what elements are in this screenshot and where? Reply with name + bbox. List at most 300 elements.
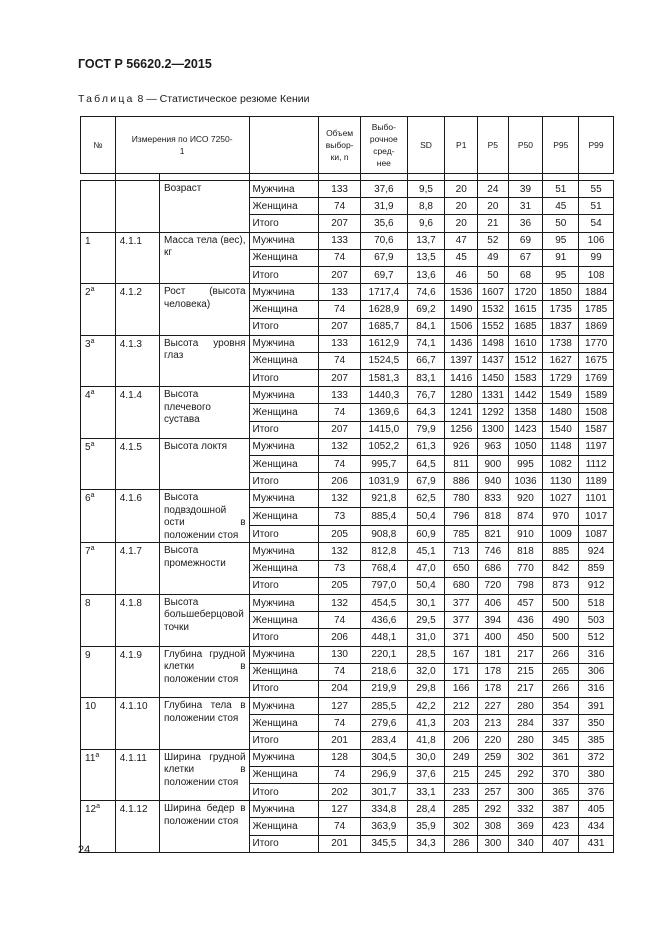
group-cell: Женщина [249, 404, 319, 421]
p95-cell: 490 [543, 612, 579, 629]
p99-cell: 1017 [579, 508, 614, 526]
measure-number [81, 335, 116, 387]
table-row [81, 801, 614, 818]
measure-label: Ширина бедер в положении стоя [159, 801, 249, 853]
p99-cell: 924 [579, 543, 614, 560]
sd-cell: 33,1 [407, 784, 445, 801]
sample-size-cell: 73 [319, 508, 361, 526]
p95-cell: 50 [543, 215, 579, 232]
sample-size-cell: 204 [319, 680, 361, 697]
sample-size-cell: 74 [319, 352, 361, 369]
spacer-cell [508, 174, 543, 181]
sample-size-cell: 74 [319, 198, 361, 215]
p1-cell: 713 [445, 543, 478, 560]
p99-cell: 405 [579, 801, 614, 818]
p1-cell: 203 [445, 715, 478, 732]
group-cell: Мужчина [249, 698, 319, 715]
group-cell: Итого [249, 629, 319, 646]
p5-cell: 257 [478, 784, 509, 801]
group-cell: Мужчина [249, 543, 319, 560]
p95-cell: 970 [543, 508, 579, 526]
p5-cell: 227 [478, 698, 509, 715]
group-cell: Итого [249, 318, 319, 335]
group-cell: Итого [249, 577, 319, 594]
group-cell: Мужчина [249, 335, 319, 352]
p50-cell: 340 [508, 835, 543, 852]
p1-cell: 680 [445, 577, 478, 594]
p99-cell: 376 [579, 784, 614, 801]
group-cell: Мужчина [249, 801, 319, 818]
p99-cell: 380 [579, 766, 614, 783]
p95-cell: 500 [543, 629, 579, 646]
spacer-cell [478, 174, 509, 181]
p1-cell: 215 [445, 766, 478, 783]
p5-cell: 1300 [478, 421, 509, 438]
p99-cell: 912 [579, 577, 614, 594]
mean-cell: 279,6 [361, 715, 407, 732]
mean-cell: 67,9 [361, 249, 407, 266]
p5-cell: 963 [478, 438, 509, 455]
group-cell: Женщина [249, 766, 319, 783]
mean-cell: 220,1 [361, 646, 407, 663]
p50-cell: 1615 [508, 301, 543, 318]
p99-cell: 859 [579, 560, 614, 577]
measure-number-text: 2 [85, 287, 91, 299]
p95-cell: 1729 [543, 370, 579, 387]
p50-cell: 1720 [508, 284, 543, 301]
p99-cell: 431 [579, 835, 614, 852]
p95-cell: 361 [543, 749, 579, 766]
sample-size-cell: 74 [319, 715, 361, 732]
measure-number [81, 232, 116, 284]
col-header-group [249, 117, 319, 174]
p50-cell: 302 [508, 749, 543, 766]
p1-cell: 1280 [445, 387, 478, 404]
p1-cell: 377 [445, 612, 478, 629]
sample-size-cell: 207 [319, 266, 361, 283]
table-row [81, 438, 614, 455]
p1-cell: 46 [445, 266, 478, 283]
sd-cell: 29,8 [407, 680, 445, 697]
col-header-p50: P50 [508, 117, 543, 174]
p1-cell: 371 [445, 629, 478, 646]
p95-cell: 1082 [543, 456, 579, 473]
footnote-marker: а [95, 751, 100, 759]
p50-cell: 332 [508, 801, 543, 818]
p95-cell: 370 [543, 766, 579, 783]
measure-number [81, 749, 116, 801]
sd-cell: 34,3 [407, 835, 445, 852]
group-cell: Женщина [249, 560, 319, 577]
sd-cell: 31,0 [407, 629, 445, 646]
group-cell: Женщина [249, 249, 319, 266]
p95-cell: 1837 [543, 318, 579, 335]
mean-cell: 1612,9 [361, 335, 407, 352]
measure-label: Высота подвздошной ости в положении стоя [159, 490, 249, 543]
mean-cell: 768,4 [361, 560, 407, 577]
group-cell: Мужчина [249, 181, 319, 198]
mean-cell: 436,6 [361, 612, 407, 629]
mean-cell: 448,1 [361, 629, 407, 646]
group-cell: Мужчина [249, 490, 319, 508]
mean-cell: 921,8 [361, 490, 407, 508]
iso-code: 4.1.5 [115, 438, 159, 490]
mean-cell: 69,7 [361, 266, 407, 283]
p95-cell: 95 [543, 266, 579, 283]
sample-size-cell: 132 [319, 438, 361, 455]
p50-cell: 39 [508, 181, 543, 198]
group-cell: Мужчина [249, 284, 319, 301]
measure-number-text: 1 [85, 235, 91, 247]
p95-cell: 407 [543, 835, 579, 852]
table-row [81, 543, 614, 560]
measure-number [81, 543, 116, 595]
p95-cell: 354 [543, 698, 579, 715]
mean-cell: 995,7 [361, 456, 407, 473]
p1-cell: 167 [445, 646, 478, 663]
p5-cell: 50 [478, 266, 509, 283]
mean-cell: 296,9 [361, 766, 407, 783]
sd-cell: 61,3 [407, 438, 445, 455]
iso-code: 4.1.1 [115, 232, 159, 284]
sample-size-cell: 133 [319, 232, 361, 249]
p95-cell: 365 [543, 784, 579, 801]
sample-size-cell: 205 [319, 577, 361, 594]
col-header-sd: SD [407, 117, 445, 174]
p5-cell: 818 [478, 508, 509, 526]
iso-code: 4.1.12 [115, 801, 159, 853]
p5-cell: 1498 [478, 335, 509, 352]
p99-cell: 106 [579, 232, 614, 249]
sample-size-cell: 74 [319, 818, 361, 835]
sd-cell: 79,9 [407, 421, 445, 438]
p5-cell: 259 [478, 749, 509, 766]
mean-cell: 1415,0 [361, 421, 407, 438]
p1-cell: 1397 [445, 352, 478, 369]
measure-number-text: 7 [85, 546, 91, 558]
p1-cell: 1506 [445, 318, 478, 335]
p5-cell: 1532 [478, 301, 509, 318]
p1-cell: 20 [445, 215, 478, 232]
p1-cell: 45 [445, 249, 478, 266]
sample-size-cell: 206 [319, 629, 361, 646]
group-cell: Итого [249, 370, 319, 387]
group-cell: Женщина [249, 508, 319, 526]
footnote-marker: а [90, 440, 95, 448]
p50-cell: 69 [508, 232, 543, 249]
group-cell: Женщина [249, 818, 319, 835]
mean-cell: 304,5 [361, 749, 407, 766]
measure-number-text: 8 [85, 597, 91, 609]
sample-size-cell: 132 [319, 594, 361, 611]
p95-cell: 500 [543, 594, 579, 611]
document-header: ГОСТ Р 56620.2—2015 [78, 57, 212, 71]
sd-cell: 62,5 [407, 490, 445, 508]
sample-size-cell: 205 [319, 525, 361, 543]
p5-cell: 746 [478, 543, 509, 560]
sample-size-cell: 207 [319, 421, 361, 438]
col-header-measure: Измерения по ИСО 7250-1 [115, 117, 249, 174]
table-caption-number: 8 [137, 93, 144, 105]
group-cell: Женщина [249, 198, 319, 215]
p99-cell: 55 [579, 181, 614, 198]
p1-cell: 302 [445, 818, 478, 835]
p1-cell: 212 [445, 698, 478, 715]
p5-cell: 940 [478, 473, 509, 490]
p5-cell: 213 [478, 715, 509, 732]
group-cell: Мужчина [249, 232, 319, 249]
sd-cell: 41,3 [407, 715, 445, 732]
p5-cell: 1437 [478, 352, 509, 369]
p99-cell: 1785 [579, 301, 614, 318]
col-header-p1: P1 [445, 117, 478, 174]
p5-cell: 49 [478, 249, 509, 266]
table-row [81, 232, 614, 249]
measure-label: Ширина грудной клетки в положении стоя [159, 749, 249, 801]
group-cell: Мужчина [249, 646, 319, 663]
iso-code [115, 181, 159, 233]
sd-cell: 69,2 [407, 301, 445, 318]
p99-cell: 350 [579, 715, 614, 732]
spacer-cell [407, 174, 445, 181]
measure-number [81, 284, 116, 336]
mean-cell: 363,9 [361, 818, 407, 835]
p5-cell: 292 [478, 801, 509, 818]
p99-cell: 1587 [579, 421, 614, 438]
p95-cell: 265 [543, 663, 579, 680]
table-caption-text: — Статистическое резюме Кении [143, 93, 310, 105]
group-cell: Итого [249, 784, 319, 801]
sample-size-cell: 73 [319, 560, 361, 577]
mean-cell: 219,9 [361, 680, 407, 697]
col-header-mean: Выбо-рочное сред-нее [361, 117, 407, 174]
spacer-cell [159, 174, 249, 181]
mean-cell: 35,6 [361, 215, 407, 232]
footnote-marker: а [90, 545, 95, 553]
p1-cell: 650 [445, 560, 478, 577]
p99-cell: 1508 [579, 404, 614, 421]
p95-cell: 885 [543, 543, 579, 560]
table-row [81, 181, 614, 198]
table-row [81, 698, 614, 715]
sd-cell: 30,1 [407, 594, 445, 611]
p50-cell: 1442 [508, 387, 543, 404]
p99-cell: 108 [579, 266, 614, 283]
spacer-cell [319, 174, 361, 181]
p50-cell: 874 [508, 508, 543, 526]
p50-cell: 67 [508, 249, 543, 266]
mean-cell: 1031,9 [361, 473, 407, 490]
sample-size-cell: 206 [319, 473, 361, 490]
col-header-sample-size: Объем выбор-ки, n [319, 117, 361, 174]
mean-cell: 1524,5 [361, 352, 407, 369]
p50-cell: 770 [508, 560, 543, 577]
p5-cell: 308 [478, 818, 509, 835]
p95-cell: 337 [543, 715, 579, 732]
p5-cell: 24 [478, 181, 509, 198]
sd-cell: 64,3 [407, 404, 445, 421]
measure-label: Высота промежности [159, 543, 249, 595]
p95-cell: 95 [543, 232, 579, 249]
p95-cell: 842 [543, 560, 579, 577]
group-cell: Итого [249, 732, 319, 749]
header-spacer-row [81, 174, 614, 181]
mean-cell: 885,4 [361, 508, 407, 526]
sd-cell: 76,7 [407, 387, 445, 404]
footnote-marker: а [96, 803, 101, 811]
p50-cell: 1583 [508, 370, 543, 387]
p1-cell: 926 [445, 438, 478, 455]
p95-cell: 1009 [543, 525, 579, 543]
p5-cell: 686 [478, 560, 509, 577]
sd-cell: 50,4 [407, 508, 445, 526]
p1-cell: 233 [445, 784, 478, 801]
iso-code: 4.1.9 [115, 646, 159, 698]
p95-cell: 1627 [543, 352, 579, 369]
p99-cell: 391 [579, 698, 614, 715]
p50-cell: 369 [508, 818, 543, 835]
table-row [81, 749, 614, 766]
group-cell: Мужчина [249, 749, 319, 766]
spacer-cell [445, 174, 478, 181]
p99-cell: 51 [579, 198, 614, 215]
p99-cell: 306 [579, 663, 614, 680]
p50-cell: 1610 [508, 335, 543, 352]
footnote-marker: а [90, 492, 95, 500]
p99-cell: 1675 [579, 352, 614, 369]
p1-cell: 1536 [445, 284, 478, 301]
p50-cell: 280 [508, 698, 543, 715]
sample-size-cell: 207 [319, 370, 361, 387]
p95-cell: 1850 [543, 284, 579, 301]
p95-cell: 266 [543, 680, 579, 697]
p5-cell: 20 [478, 198, 509, 215]
sd-cell: 45,1 [407, 543, 445, 560]
group-cell: Женщина [249, 352, 319, 369]
sd-cell: 74,1 [407, 335, 445, 352]
group-cell: Итого [249, 215, 319, 232]
sample-size-cell: 201 [319, 732, 361, 749]
p50-cell: 31 [508, 198, 543, 215]
p50-cell: 1685 [508, 318, 543, 335]
sd-cell: 60,9 [407, 525, 445, 543]
sample-size-cell: 130 [319, 646, 361, 663]
iso-code: 4.1.11 [115, 749, 159, 801]
p5-cell: 394 [478, 612, 509, 629]
footnote-marker: а [90, 389, 95, 397]
sd-cell: 74,6 [407, 284, 445, 301]
p99-cell: 1101 [579, 490, 614, 508]
iso-code: 4.1.8 [115, 594, 159, 646]
sd-cell: 30,0 [407, 749, 445, 766]
p95-cell: 423 [543, 818, 579, 835]
p99-cell: 518 [579, 594, 614, 611]
p50-cell: 920 [508, 490, 543, 508]
sd-cell: 28,5 [407, 646, 445, 663]
sample-size-cell: 132 [319, 490, 361, 508]
footnote-marker: а [90, 337, 95, 345]
sd-cell: 67,9 [407, 473, 445, 490]
table-caption [78, 93, 310, 105]
p5-cell: 21 [478, 215, 509, 232]
p5-cell: 400 [478, 629, 509, 646]
measure-label: Высота локтя [159, 438, 249, 490]
col-header-p99: P99 [579, 117, 614, 174]
p50-cell: 798 [508, 577, 543, 594]
p50-cell: 217 [508, 680, 543, 697]
p1-cell: 171 [445, 663, 478, 680]
measure-number [81, 181, 116, 233]
p5-cell: 406 [478, 594, 509, 611]
p5-cell: 1331 [478, 387, 509, 404]
footnote-marker: а [90, 286, 95, 294]
p1-cell: 785 [445, 525, 478, 543]
p1-cell: 796 [445, 508, 478, 526]
p99-cell: 1769 [579, 370, 614, 387]
p95-cell: 387 [543, 801, 579, 818]
p1-cell: 47 [445, 232, 478, 249]
measure-number [81, 490, 116, 543]
p99-cell: 316 [579, 646, 614, 663]
measure-number-text: 6 [85, 493, 91, 505]
table-row [81, 387, 614, 404]
p1-cell: 249 [445, 749, 478, 766]
p5-cell: 178 [478, 663, 509, 680]
p50-cell: 300 [508, 784, 543, 801]
p99-cell: 1197 [579, 438, 614, 455]
sample-size-cell: 202 [319, 784, 361, 801]
p99-cell: 503 [579, 612, 614, 629]
measure-number [81, 594, 116, 646]
p95-cell: 1480 [543, 404, 579, 421]
p99-cell: 512 [579, 629, 614, 646]
sd-cell: 28,4 [407, 801, 445, 818]
p50-cell: 818 [508, 543, 543, 560]
group-cell: Женщина [249, 612, 319, 629]
sample-size-cell: 128 [319, 749, 361, 766]
measure-number-text: 5 [85, 441, 91, 453]
iso-code: 4.1.3 [115, 335, 159, 387]
mean-cell: 37,6 [361, 181, 407, 198]
p95-cell: 1540 [543, 421, 579, 438]
p50-cell: 450 [508, 629, 543, 646]
mean-cell: 1052,2 [361, 438, 407, 455]
sd-cell: 83,1 [407, 370, 445, 387]
p1-cell: 20 [445, 181, 478, 198]
group-cell: Итого [249, 525, 319, 543]
p1-cell: 1256 [445, 421, 478, 438]
spacer-cell [115, 174, 159, 181]
mean-cell: 70,6 [361, 232, 407, 249]
p1-cell: 1241 [445, 404, 478, 421]
sd-cell: 13,5 [407, 249, 445, 266]
sample-size-cell: 132 [319, 543, 361, 560]
sd-cell: 50,4 [407, 577, 445, 594]
statistics-table [80, 116, 614, 853]
mean-cell: 31,9 [361, 198, 407, 215]
iso-code: 4.1.7 [115, 543, 159, 595]
measure-label: Глубина грудной клетки в положении стоя [159, 646, 249, 698]
p50-cell: 436 [508, 612, 543, 629]
spacer-cell [579, 174, 614, 181]
p5-cell: 720 [478, 577, 509, 594]
sample-size-cell: 74 [319, 249, 361, 266]
col-header-no: № [81, 117, 116, 174]
measure-number [81, 438, 116, 490]
table-row [81, 594, 614, 611]
p95-cell: 1549 [543, 387, 579, 404]
p5-cell: 900 [478, 456, 509, 473]
